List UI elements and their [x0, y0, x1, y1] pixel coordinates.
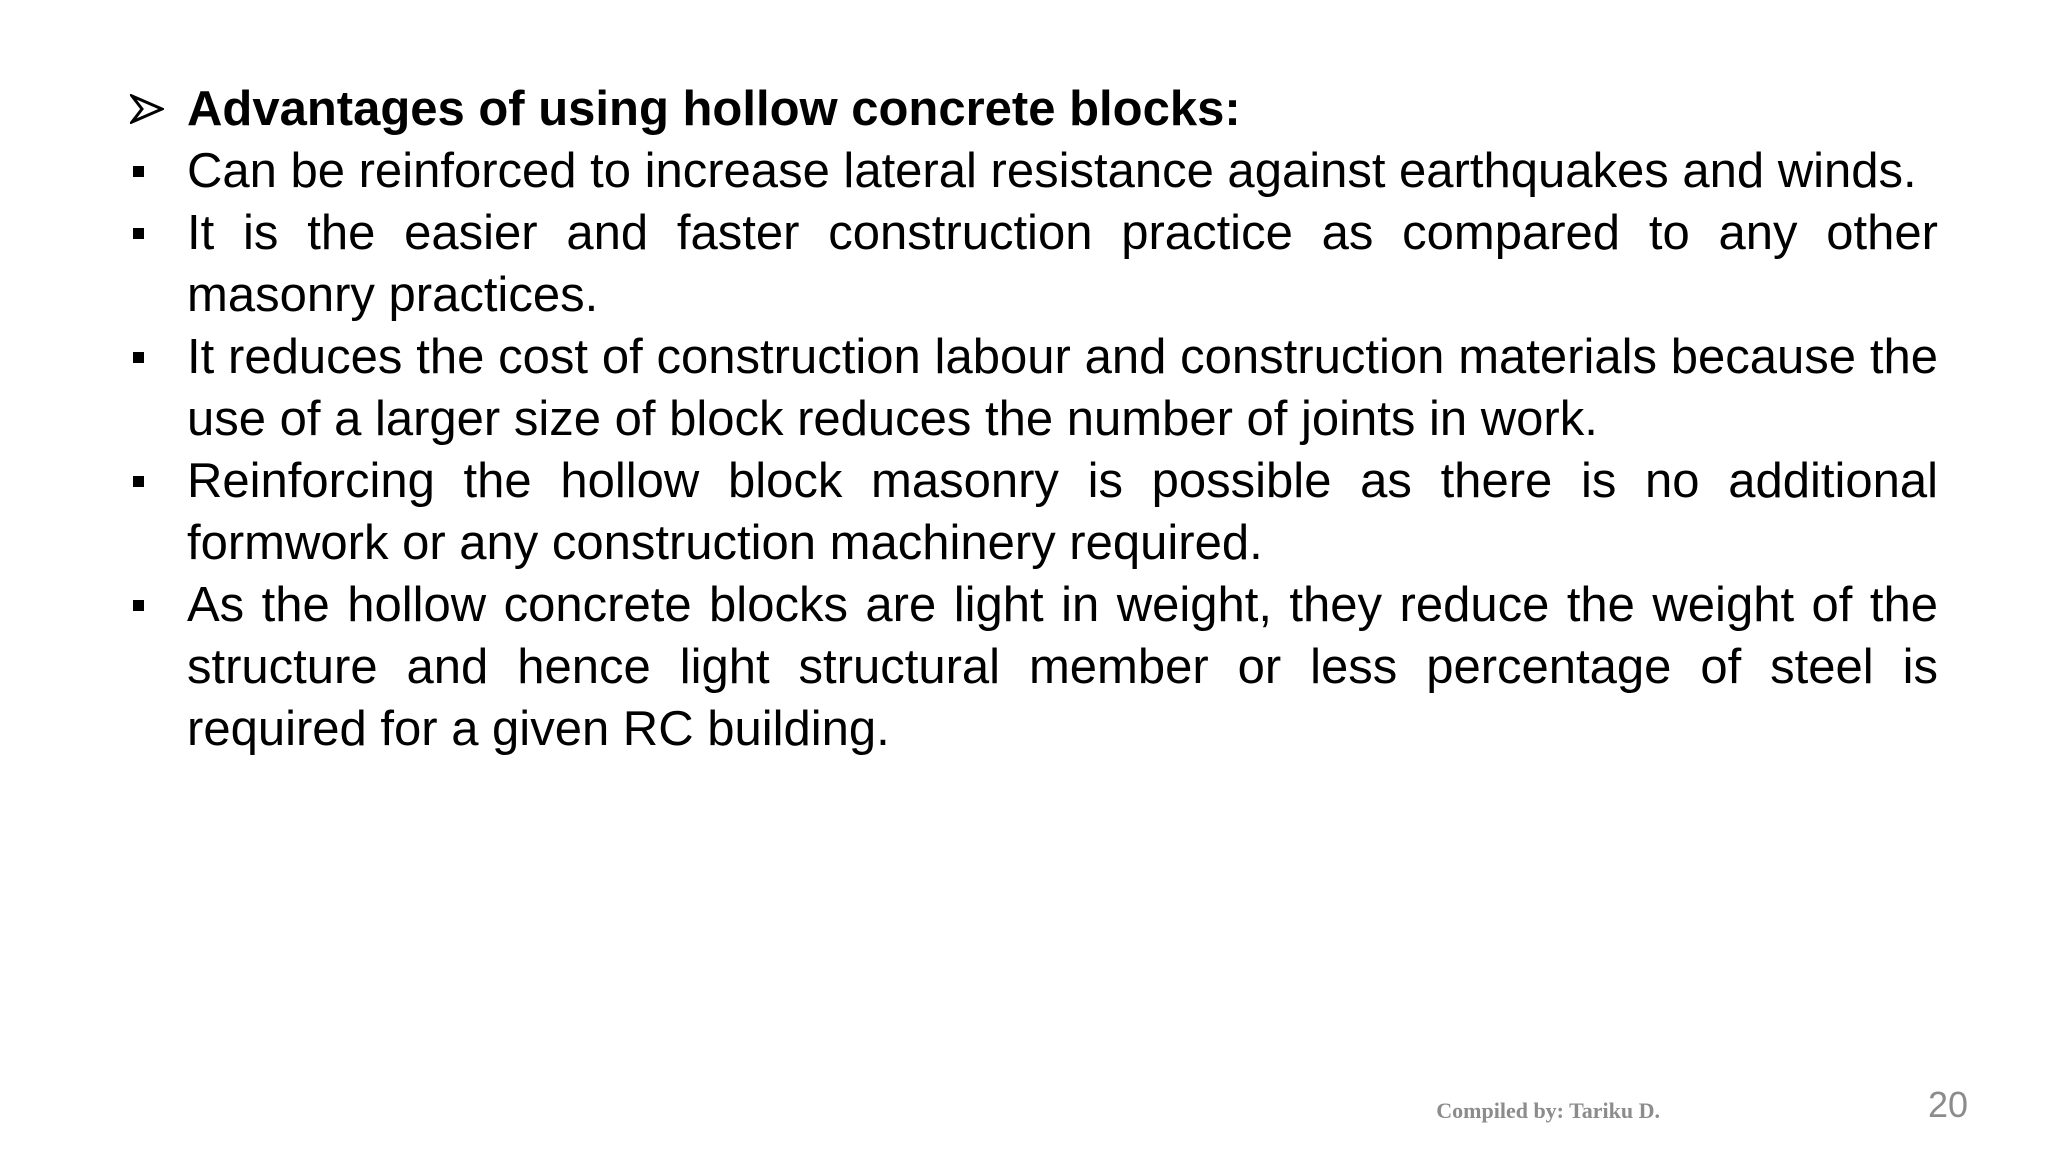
bullet-text: Reinforcing the hollow block masonry is possible as there is no additional formwork or any construction machinery required.	[187, 454, 1938, 570]
heading-text: Advantages of using hollow concrete blocks:	[187, 82, 1241, 136]
square-bullet-icon	[130, 202, 187, 264]
bullet-list	[130, 140, 1938, 760]
bullet-text: As the hollow concrete blocks are light in weight, they reduce the weight of the structure and hence light structural member or less percentage of steel is required for a given RC building.	[187, 578, 1938, 756]
bullet-text: It reduces the cost of construction labour and construction materials because the use of a larger size of block reduces the number of joints in work.	[187, 330, 1938, 446]
footer-credit: Compiled by: Tariku D.	[1436, 1098, 1660, 1123]
slide-content	[130, 78, 1938, 760]
list-item	[130, 202, 1938, 326]
square-bullet-icon	[130, 326, 187, 388]
bullet-text: Can be reinforced to increase lateral resistance against earthquakes and winds.	[187, 144, 1917, 198]
slide-heading	[130, 78, 1938, 140]
square-bullet-icon	[130, 450, 187, 512]
square-bullet-icon	[130, 140, 187, 202]
list-item	[130, 326, 1938, 450]
page-number: 20	[1927, 1084, 1968, 1125]
list-item	[130, 450, 1938, 574]
bullet-text: It is the easier and faster construction practice as compared to any other masonry practices.	[187, 206, 1938, 322]
square-bullet-icon	[130, 574, 187, 636]
list-item	[130, 574, 1938, 760]
arrow-bullet-icon	[130, 78, 187, 140]
list-item	[130, 140, 1938, 202]
